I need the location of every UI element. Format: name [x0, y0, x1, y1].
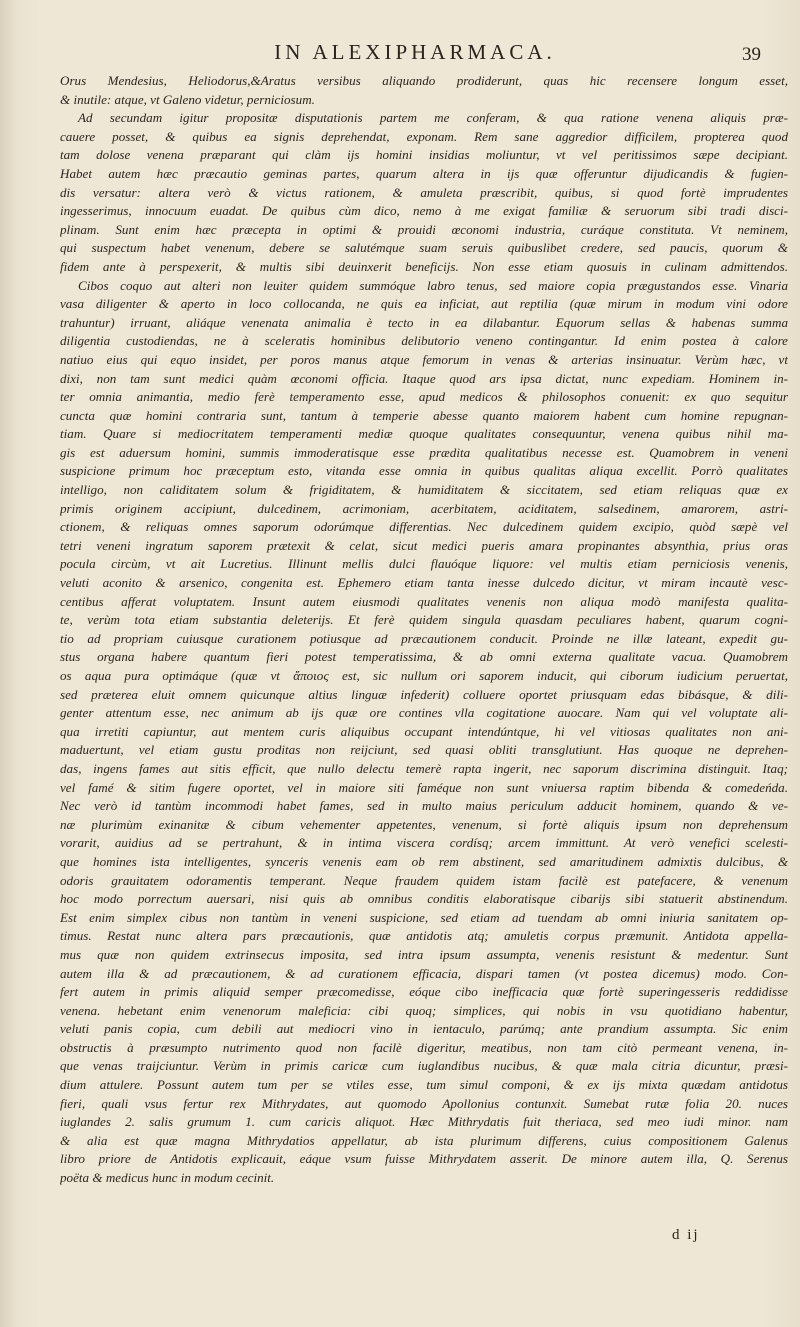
- text-line: fert autem in primis aliquid semper præcomedisse, eóque cibo inefficacia quæ fortè superingesseris reddidisse: [60, 984, 788, 1000]
- text-line: næ plurimùm exinanitæ & cibum vehementer appetentes, venenum, si fortè aliquis ipsum non deprehensum: [60, 816, 788, 832]
- text-line: iuglandes 2. salis grumum 1. cum caricis aliquot. Hæc Mithrydatis fuit theriaca, sed meo iudi minor. nam: [60, 1114, 788, 1130]
- text-line: Cibos coquo aut alteri non leuiter quidem summóque labro tenus, sed maiore copia prægustandos esse. Vinaria: [78, 277, 788, 293]
- text-line: dis versatur: altera verò & victus rationem, & amuleta præscribit, quibus, si quod fortè imprudentes: [60, 184, 788, 200]
- text-line: & inutile: atque, vt Galeno videtur, perniciosum.: [60, 91, 315, 107]
- text-line: poëta & medicus hunc in modum cecinit.: [60, 1170, 275, 1186]
- text-line: vel famé & sitim fugere oportet, vel in maiore siti faméque non sunt vniuersa raptim bibenda & comedeńda.: [60, 779, 788, 795]
- text-line: Orus Mendesius, Heliodorus,&Aratus versibus aliquando prodiderunt, quas hic recensere longum esset,: [60, 73, 788, 88]
- text-line: tetri veneni ingratum saporem prætexit & celat, sicut medici pueris amara propinantes absynthia, prius oras: [60, 537, 788, 553]
- printer-signature-mark: d ij: [672, 1227, 700, 1243]
- page-header: [0, 40, 800, 70]
- text-line: vasa diligenter & aperto in loco collocanda, ne quis ea inficiat, aut reptilia (quæ mirum in modum vini odore: [60, 296, 788, 312]
- text-line: te, verùm tota etiam substantia deleterijs. Et ferè quidem singula quasdam peculiares habent, quarum cogni-: [60, 612, 788, 628]
- running-head: IN ALEXIPHARMACA.: [274, 40, 556, 64]
- text-line: fidem ante à perspexerit, & multis sibi deuinxerit beneficijs. Non esse etiam quosuis in culinam admittendos.: [60, 258, 788, 274]
- text-line: mus quæ non quidem extrinsecus imposita, sed intra ipsum assumpta, venenis resistunt & medentur. Sunt: [60, 946, 788, 962]
- text-line: venena. hebetant enim venenorum maleficia: cibi quoq; simplices, qui nobis in vsu quotidiano habentur,: [60, 1002, 788, 1018]
- text-line: plinam. Sunt enim hæc præcepta in optimi & prouidi œconomi industria, curáque constituta. Vt neminem,: [60, 221, 788, 237]
- text-line: stus organa habere quantum fieri potest temperatissima, & ab omni externa qualitate vacua. Quamobrem: [60, 649, 788, 665]
- text-line: fieri, quali vsus fertur rex Mithrydates, aut quomodo Apollonius contunxit. Sumebat rutæ folia 20. nuces: [60, 1095, 788, 1111]
- text-line: ter omnia animantia, medio ferè temperamento esse, apud medicos & philosophos conuenit: ex quo sequitur: [60, 389, 788, 405]
- text-line: que venas traijciuntur. Verùm in primis caricæ cum iuglandibus nucibus, & quæ mala citria dicuntur, præsi-: [60, 1058, 788, 1074]
- text-line: intelligo, non caliditatem solum & frigiditatem, & humiditatem & siccitatem, sed etiam reliquas quæ ex: [60, 482, 788, 498]
- text-line: tiam. Quare si mediocritatem temperamenti mediæ quoque qualitates consequuntur, venena quibus nihil ma-: [60, 426, 788, 442]
- text-line: Nec verò id tantùm incommodi habet fames, sed in multo maius periculum adducit hominem, quando & ve-: [60, 798, 788, 814]
- text-line: ingesserimus, innocuum euadat. De quibus cùm dico, nemo à me exigat familiæ & seruorum sibi tradi disci-: [60, 203, 788, 219]
- text-line: os aqua pura optimáque (quæ vt ἄποιος est, sic nullum ori saporem inducit, qui ciborum iudicium peruertat,: [60, 668, 788, 683]
- text-line: gis est aduersum homini, summis immoderatisque esse prædita qualitatibus necesse est. Quamobrem in veneni: [60, 444, 788, 460]
- text-line: pocula circùm, vt ait Lucretius. Illinunt mellis dulci flauóque liquore: vel multis etiam perniciosis venenis,: [60, 556, 788, 572]
- text-line: das, ingens fames aut sitis efficit, que nullo delectu temerè rapta ingerit, nec saporum discrimina distinguit. Itaq;: [60, 760, 788, 776]
- text-line: obstructis à præsumpto nutrimento quod non facilè digeritur, meatibus, non tam citò permeant venena, in-: [60, 1039, 788, 1055]
- text-line: veluti aconito & arsenico, congenita est. Ephemero etiam tanta inesse dulcedo dicitur, vt miram incautè vesc-: [60, 575, 788, 591]
- text-line: libro priore de Antidotis explicauit, eáque vsum fuisse Mithrydatem asserit. De minore autem illa, Q. Serenus: [60, 1151, 788, 1167]
- text-line: vorarit, auidius ad se pertrahunt, & in intima viscera cordísq; arcem immittunt. At verò venefici scelesti-: [60, 835, 788, 851]
- text-line: veluti panis copia, cum debili aut mediocri vino in ientaculo, parúmq; ante prandium assumpta. Sic enim: [60, 1021, 788, 1037]
- text-line: trahuntur) irruant, aliáque venenata animalia è tecto in ea dilabantur. Equorum sellas & habenas summa: [60, 314, 788, 330]
- text-line: & alia est quæ magna Mithrydatios appellatur, ab ista plurimum differens, cuius compositionem Galenus: [60, 1132, 788, 1148]
- text-line: sed præterea eluit omnem quicunque altius linguæ infederit) colluere oportet priusquam edas bibásque, & dili-: [60, 686, 788, 702]
- body-text: [60, 72, 788, 1188]
- text-line: qua irretiti capiuntur, aut mentem curis aliquibus occupant intendúntque, hi vel vitiosas qualitates non ani-: [60, 723, 788, 739]
- text-line: ctionem, & reliquas omnes saporum odorúmque differentias. Nec dulcedinem quidem excipio, quòd sæpè vel: [60, 519, 788, 535]
- text-line: Ad secundam igitur propositæ disputationis partem me conferam, & qua ratione venena aliquis præ-: [78, 110, 788, 126]
- text-line: maduertunt, vel etiam gustu proditas non reijciunt, sed quasi obliti transglutiunt. Has quoque ne deprehen-: [60, 742, 788, 758]
- text-line: dium attulere. Possunt autem tum per se vtiles esse, tum simul componi, & ex ijs mixta quædam antidotus: [60, 1077, 788, 1093]
- text-line: qui suspectum habet venenum, debere se salutémque suam seruis quibuslibet credere, sed paucis, quorum &: [60, 240, 788, 256]
- text-line: tio ad propriam cuiusque curationem potiusque ad præcautionem conducit. Proinde ne illæ lateant, expedit gu-: [60, 630, 788, 646]
- page-number: 39: [742, 44, 761, 65]
- text-line: timus. Restat nunc altera pars præcautionis, quæ antidotis atq; amuletis corpus præmunit. Antidota appella-: [60, 928, 788, 944]
- text-line: que homines ista intelligentes, synceris venenis eam ob rem abstinent, sed amaritudinem admixtis dulcibus, &: [60, 853, 788, 869]
- text-line: tam dolose venena præparant qui clàm ijs homini insidias moliuntur, vt vel peritissimos sæpe decipiant.: [60, 147, 788, 163]
- text-line: primis originem accipiunt, dulcedinem, acrimoniam, acerbitatem, aciditatem, salsedinem, amarorem, astri-: [60, 500, 788, 516]
- text-line: cauere posset, & quibus ea signis deprehendat, exponam. Rem sane aggredior difficilem, propterea quod: [60, 128, 788, 144]
- text-line: cuncta quæ homini contraria sunt, tantum à temperie abesse quanto maiorem habent cum homine repugnan-: [60, 407, 788, 423]
- text-line: hoc modo porrectum auersari, nisi quis ab omnibus conditis elaboratisque cibarijs sibi statuerit abstinendum.: [60, 891, 788, 907]
- text-line: suspicione primum hoc præceptum esto, vitanda esse omnia in quibus qualitas aliqua excellit. Porrò qualitates: [60, 463, 788, 479]
- text-line: autem illa & ad præcautionem, & ad curationem efficacia, dispari tamen (vt postea dicemus) modo. Con-: [60, 965, 788, 981]
- text-line: odoris grauitatem odoramentis temperant. Neque fraudem quidem istam facilè est patefacere, & venenum: [60, 872, 788, 888]
- text-line: diligentia custodiendas, ne à sceleratis hominibus delibutorio veneno contingantur. Id enim postea à calore: [60, 333, 788, 349]
- text-line: dixi, non tam sunt medici quàm œconomi officia. Itaque quod ars ipsa dictat, nunc expediam. Hominem in-: [60, 370, 788, 386]
- text-line: centibus afferat voluptatem. Insunt autem eiusmodi qualitates venenis non aliqua modò manifesta qualita-: [60, 593, 788, 609]
- text-line: genter attentum esse, nec animum ab ijs quæ ore contines vlla cogitatione auocare. Nam qui vel voluptate ali-: [60, 705, 788, 721]
- text-line: Est enim simplex cibus non tantùm in veneni suspicione, sed etiam ad tuendam ab omni iniuria sanitatem op-: [60, 909, 788, 925]
- text-line: Habet autem hæc præcautio geminas partes, quarum altera in ijs quæ offeruntur dijudicandis & fugien-: [60, 165, 788, 181]
- text-line: natiuo eius qui equo insidet, per poros manus atque femorum in venas & arterias insinuatur. Verùm hæc, vt: [60, 351, 788, 367]
